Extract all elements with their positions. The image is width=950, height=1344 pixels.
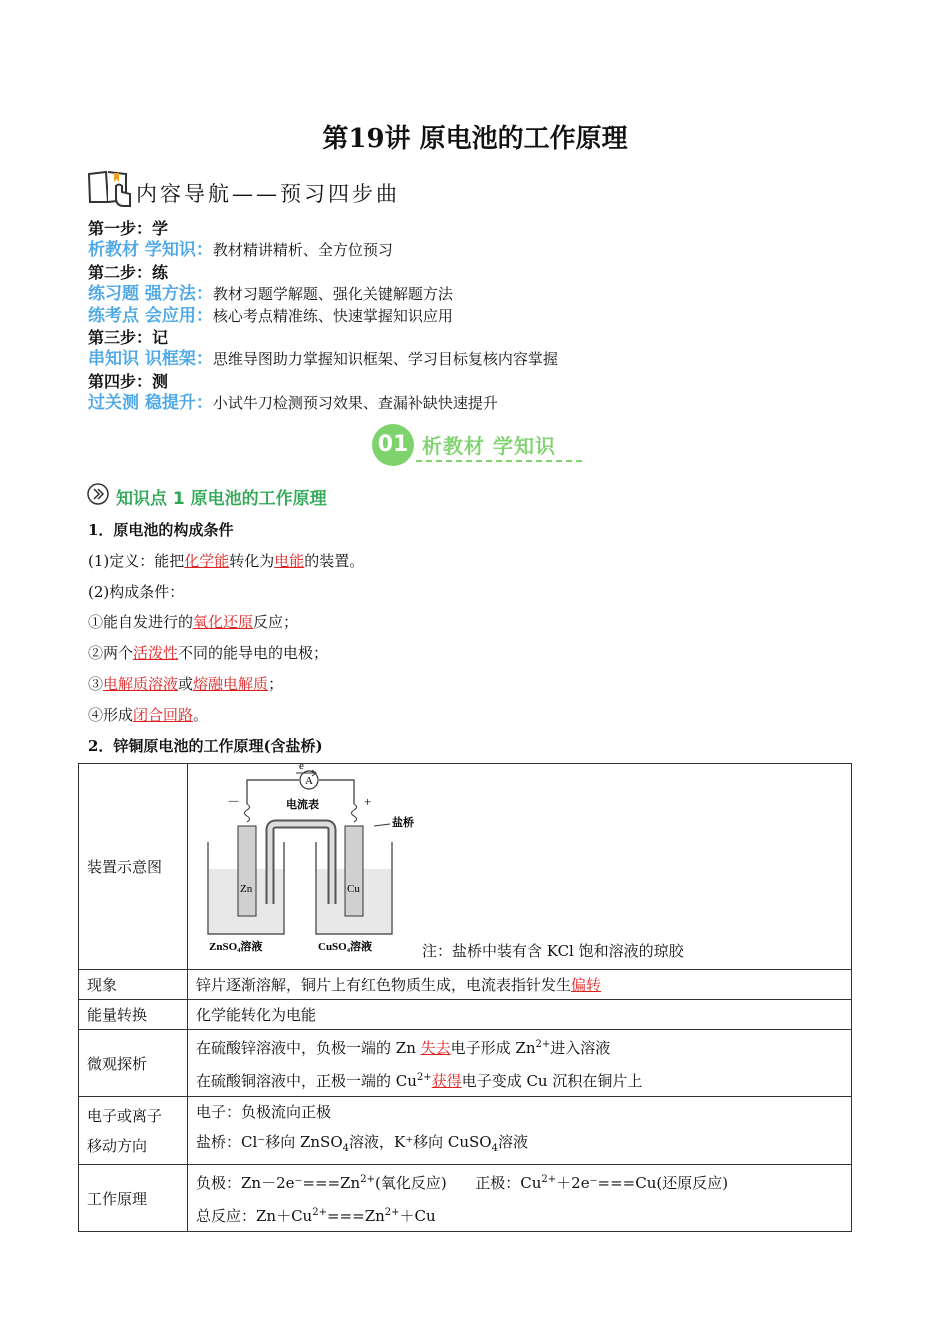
znso4-label: ZnSO₄溶液: [209, 941, 263, 953]
energy-cell: 化学能转化为电能: [188, 1000, 852, 1030]
charge: 2+: [535, 1039, 551, 1050]
step-3-head: 第三步：记: [88, 328, 169, 347]
table-row: [79, 1000, 852, 1030]
text: 电子形成 Zn: [450, 1039, 536, 1057]
negative-sign: －: [227, 794, 241, 809]
ammeter-label: A: [305, 775, 313, 787]
micro-cell: [188, 1030, 852, 1097]
table-row: [79, 970, 852, 1000]
half-reactions: [196, 1165, 843, 1198]
text: ＋2e⁻===Cu(还原反应): [556, 1174, 729, 1192]
step-tag: 析教材 学知识：: [88, 240, 213, 260]
section-1-title: 1．原电池的构成条件: [88, 521, 234, 539]
section-badge: [372, 424, 582, 466]
row-label: 电子或离子: [87, 1106, 163, 1125]
step-desc: 思维导图助力掌握知识框架、学习目标复核内容掌握: [212, 350, 558, 368]
ammeter-text: 电流表: [286, 799, 319, 811]
text: 或: [178, 675, 194, 693]
step-tag: 串知识 识框架：: [88, 349, 213, 369]
text: ===Zn: [326, 1207, 385, 1225]
answer-blank: 熔融电解质: [193, 675, 269, 693]
row-label: 微观探析: [79, 1030, 188, 1097]
step-1-head: 第一步：学: [88, 219, 169, 238]
step-desc: 小试牛刀检测预习效果、查漏补缺快速提升: [212, 394, 498, 412]
text: ①能自发进行的: [88, 613, 194, 631]
total-reaction: [196, 1198, 843, 1231]
condition-1: [88, 611, 298, 632]
answer-blank: 失去: [420, 1039, 451, 1057]
answer-blank: 活泼性: [133, 644, 179, 662]
step-4-head: 第四步：测: [88, 372, 169, 391]
answer-blank: 获得: [431, 1072, 462, 1090]
text: 。: [193, 706, 209, 724]
text: ④形成: [88, 706, 134, 724]
text: 总反应：Zn＋Cu: [196, 1207, 313, 1225]
step-2-head: 第二步：练: [88, 263, 169, 282]
text: 溶液: [497, 1133, 528, 1151]
text: 电子变成 Cu 沉积在铜片上: [461, 1072, 643, 1090]
answer-blank: 电能: [274, 552, 305, 570]
row-label: 工作原理: [79, 1165, 188, 1232]
subscript: 4: [342, 1143, 349, 1154]
row-label: 装置示意图: [79, 764, 188, 970]
text: 在硫酸铜溶液中，正极一端的 Cu: [196, 1072, 417, 1090]
charge: 2+: [416, 1072, 432, 1083]
cuso4-label: CuSO₄溶液: [318, 941, 373, 953]
text: 不同的能导电的电极；: [178, 644, 329, 662]
principle-cell: [188, 1165, 852, 1232]
step-desc: 教材习题学解题、强化关键解题方法: [212, 285, 453, 303]
table-row: [79, 1097, 852, 1165]
row-label: 能量转换: [79, 1000, 188, 1030]
condition-2: [88, 642, 328, 663]
salt-bridge-label: 盐桥: [392, 817, 414, 829]
phenomenon-cell: [188, 970, 852, 1000]
step-4-item: [88, 392, 498, 414]
galvanic-cell-table: [78, 763, 852, 1232]
electron-label: e⁻: [299, 764, 310, 772]
answer-blank: 氧化还原: [193, 613, 254, 631]
text: 转化为: [229, 552, 275, 570]
badge-number: 01: [372, 424, 414, 466]
definition: [88, 550, 364, 571]
table-row: [79, 764, 852, 970]
text: 在硫酸锌溶液中，负极一端的 Zn: [196, 1039, 421, 1057]
step-desc: 教材精讲精析、全方位预习: [212, 241, 393, 259]
row-label-double: [79, 1097, 188, 1165]
arrow-circle-icon: [87, 483, 109, 505]
answer-blank: 电解质溶液: [103, 675, 179, 693]
charge: 2+: [384, 1207, 400, 1218]
charge: 2+: [360, 1174, 375, 1185]
text: ＋Cu: [399, 1207, 436, 1225]
text: 的装置。: [304, 552, 365, 570]
text: 负极：Zn－2e⁻===Zn: [196, 1174, 361, 1192]
step-2-item-2: [88, 305, 453, 327]
text: ③: [88, 675, 104, 693]
step-tag: 练习题 强方法：: [88, 284, 213, 304]
text: 溶液，K⁺移向 CuSO: [349, 1133, 492, 1151]
section-2-title: 2．锌铜原电池的工作原理(含盐桥): [88, 737, 323, 755]
page-title: 第19讲 原电池的工作原理: [322, 124, 628, 154]
text: 锌片逐渐溶解，铜片上有红色物质生成，电流表指针发生: [196, 976, 572, 994]
step-tag: 过关测 稳提升：: [88, 393, 213, 413]
step-2-item-1: [88, 283, 453, 305]
conditions-head: (2)构成条件：: [88, 583, 185, 601]
answer-blank: 化学能: [184, 552, 230, 570]
ion-direction: [196, 1127, 843, 1164]
answer-blank: 偏转: [571, 976, 602, 994]
text: (1)定义：能把: [88, 552, 185, 570]
text: (氧化反应) 正极：Cu: [374, 1174, 542, 1192]
nav-title: 内容导航——预习四步曲: [136, 182, 400, 206]
movement-cell: [188, 1097, 852, 1165]
text: 反应；: [253, 613, 299, 631]
condition-4: [88, 704, 208, 725]
condition-3: [88, 673, 283, 694]
badge-text: 析教材 学知识: [422, 434, 556, 458]
micro-line-2: [196, 1063, 843, 1096]
step-tag: 练考点 会应用：: [88, 306, 213, 326]
step-desc: 核心考点精准练、快速掌握知识应用: [212, 307, 453, 325]
diagram-cell: [188, 764, 852, 970]
book-hand-icon: [86, 168, 132, 208]
table-row: [79, 1030, 852, 1097]
micro-line-1: [196, 1030, 843, 1063]
row-label: 移动方向: [87, 1136, 148, 1155]
badge-underline: [416, 460, 582, 462]
zn-label: Zn: [240, 883, 253, 895]
salt-bridge-note: 注：盐桥中装有含 KCl 饱和溶液的琼胶: [422, 942, 684, 960]
step-3-item: [88, 348, 558, 370]
charge: 2+: [312, 1207, 327, 1218]
row-label: 现象: [79, 970, 188, 1000]
table-row: [79, 1165, 852, 1232]
text: ；: [268, 675, 284, 693]
cell-diagram: [194, 764, 434, 959]
electron-direction: 电子：负极流向正极: [196, 1103, 332, 1121]
charge: 2+: [541, 1174, 557, 1185]
positive-sign: +: [364, 794, 372, 809]
knowledge-point-title: 知识点 1 原电池的工作原理: [116, 489, 327, 509]
text: 进入溶液: [550, 1039, 611, 1057]
text: 盐桥：Cl⁻移向 ZnSO: [196, 1133, 343, 1151]
answer-blank: 闭合回路: [133, 706, 194, 724]
step-1-item: [88, 239, 393, 261]
text: ②两个: [88, 644, 134, 662]
cu-label: Cu: [347, 883, 360, 895]
subscript: 4: [491, 1143, 498, 1154]
